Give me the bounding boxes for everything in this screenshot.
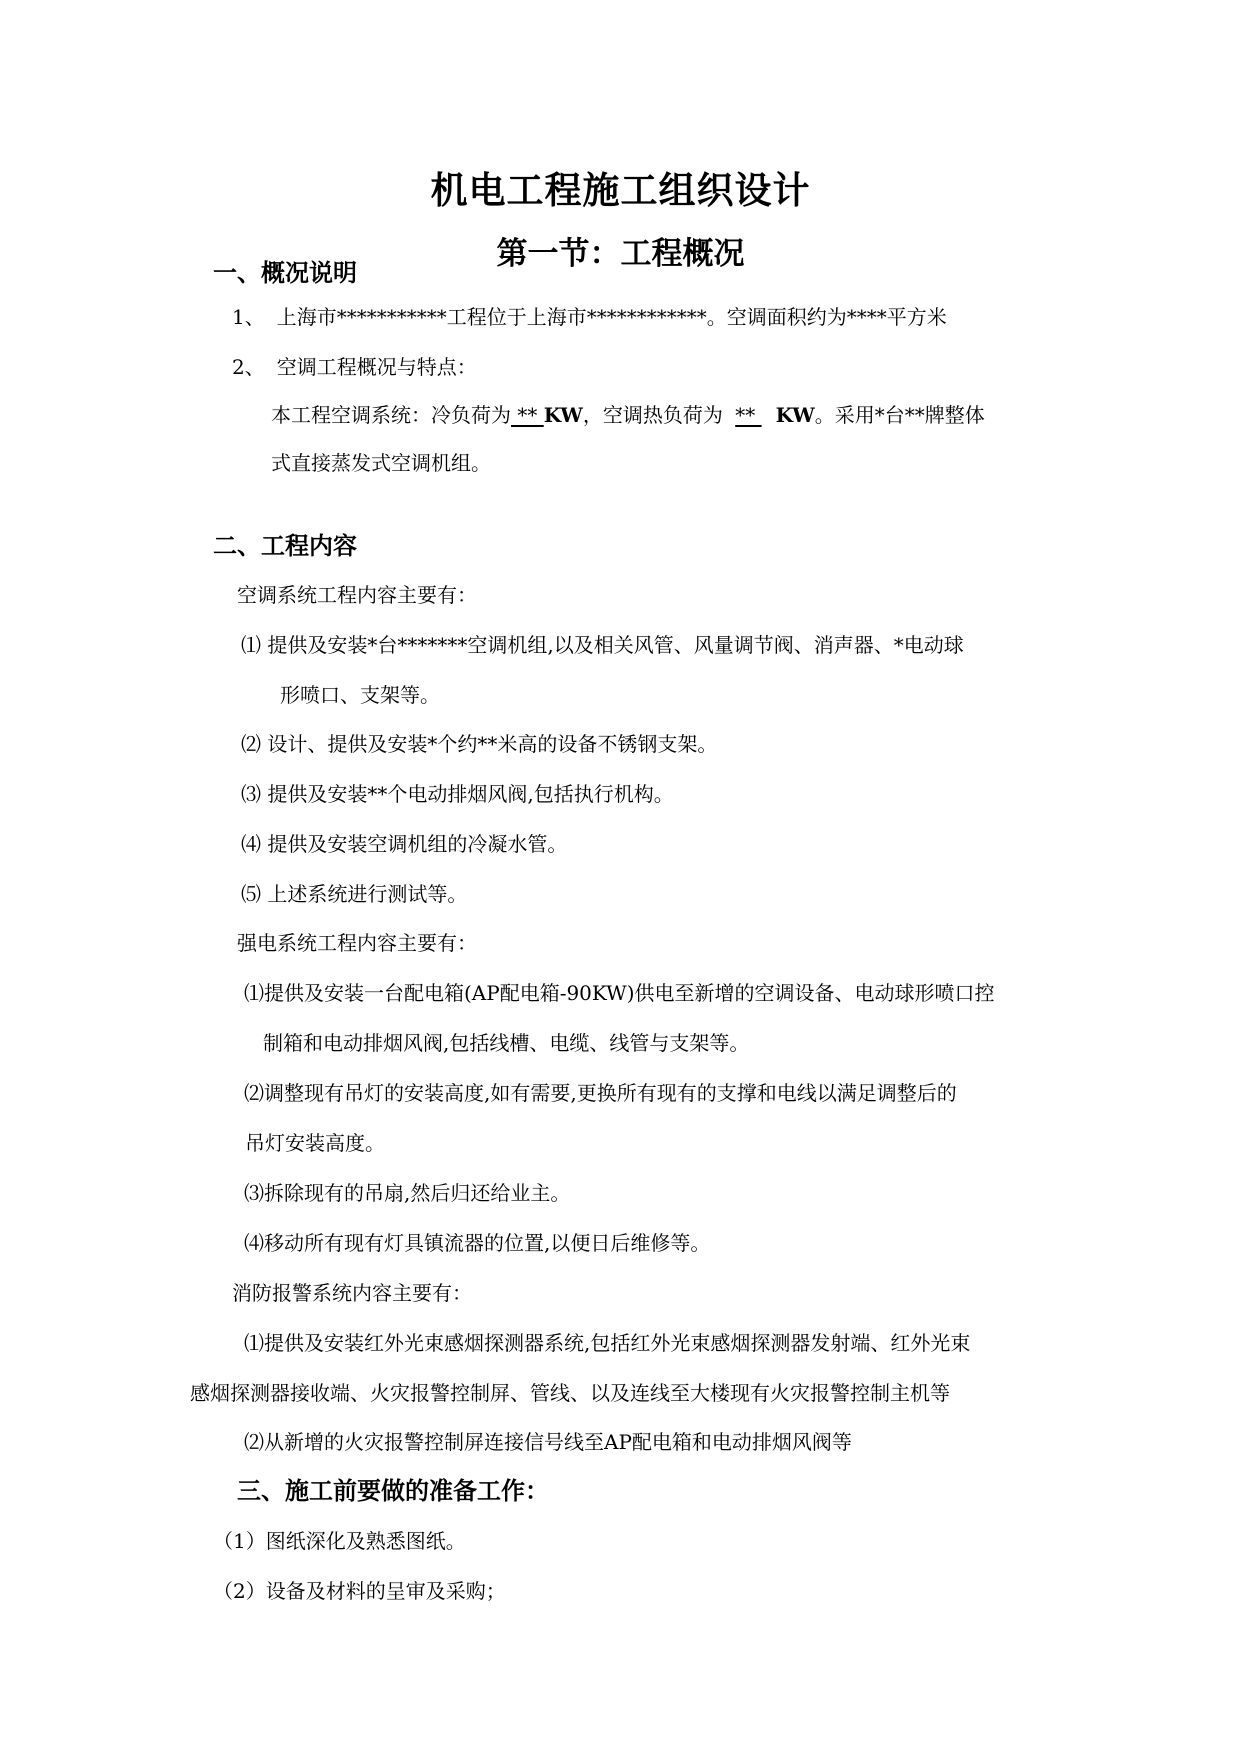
overview-item-2 (232, 354, 477, 380)
overview-paragraph-line-1 (271, 402, 985, 428)
overview-paragraph-line-2: 式直接蒸发式空调机组。 (271, 451, 491, 475)
heat-load-value: ** (735, 403, 762, 427)
item-text: 上海市***********工程位于上海市************。空调面积约为****平方米 (276, 305, 947, 329)
ac-intro: 空调系统工程内容主要有： (237, 583, 477, 607)
ac-item-2: ⑵ 设计、提供及安装*个约**米高的设备不锈钢支架。 (241, 732, 718, 756)
kw-unit: KW (775, 403, 815, 427)
overview-item-1 (232, 304, 947, 330)
section-title: 第一节：工程概况 (496, 236, 745, 272)
para-text: ，空调热负荷为 (582, 403, 730, 427)
kw-unit: KW (543, 403, 583, 427)
ac-item-5: ⑸ 上述系统进行测试等。 (241, 882, 468, 906)
power-item-1: ⑴提供及安装一台配电箱(AP配电箱-90KW)供电至新增的空调设备、电动球形喷口控 (244, 981, 995, 1005)
prep-item-2: （2）设备及材料的呈审及采购； (213, 1579, 506, 1603)
power-item-1-cont: 制箱和电动排烟风阀,包括线槽、电缆、线管与支架等。 (263, 1031, 750, 1055)
fire-item-1: ⑴提供及安装红外光束感烟探测器系统,包括红外光束感烟探测器发射端、红外光束 (244, 1331, 971, 1355)
item-text: 空调工程概况与特点： (276, 355, 477, 379)
heading-content: 二、工程内容 (213, 531, 357, 560)
fire-item-1-cont: 感烟探测器接收端、火灾报警控制屏、管线、以及连线至大楼现有火灾报警控制主机等 (190, 1381, 950, 1405)
ac-item-1: ⑴ 提供及安装*台*******空调机组,以及相关风管、风量调节阀、消声器、*电动球 (241, 633, 964, 657)
fire-item-2: ⑵从新增的火灾报警控制屏连接信号线至AP配电箱和电动排烟风阀等 (244, 1430, 852, 1454)
prep-item-1: （1）图纸深化及熟悉图纸。 (213, 1529, 466, 1553)
fire-intro: 消防报警系统内容主要有： (232, 1281, 472, 1305)
ac-item-3: ⑶ 提供及安装**个电动排烟风阀,包括执行机构。 (241, 782, 674, 806)
cold-load-value: ** (511, 403, 544, 427)
item-number: 1、 (232, 305, 265, 329)
para-text: 。采用*台**牌整体 (814, 403, 985, 427)
power-item-2-cont: 吊灯安装高度。 (245, 1131, 385, 1155)
power-item-2: ⑵调整现有吊灯的安装高度,如有需要,更换所有现有的支撑和电线以满足调整后的 (244, 1081, 957, 1105)
item-number: 2、 (232, 355, 265, 379)
heading-overview: 一、概况说明 (213, 258, 357, 287)
power-intro: 强电系统工程内容主要有： (237, 931, 477, 955)
ac-item-4: ⑷ 提供及安装空调机组的冷凝水管。 (241, 832, 568, 856)
para-text: 本工程空调系统：冷负荷为 (271, 403, 511, 427)
power-item-3: ⑶拆除现有的吊扇,然后归还给业主。 (244, 1181, 571, 1205)
document-title: 机电工程施工组织设计 (430, 168, 811, 212)
power-item-4: ⑷移动所有现有灯具镇流器的位置,以便日后维修等。 (244, 1231, 711, 1255)
heading-preparation: 三、施工前要做的准备工作： (237, 1476, 549, 1505)
ac-item-1-cont: 形喷口、支架等。 (280, 683, 440, 707)
